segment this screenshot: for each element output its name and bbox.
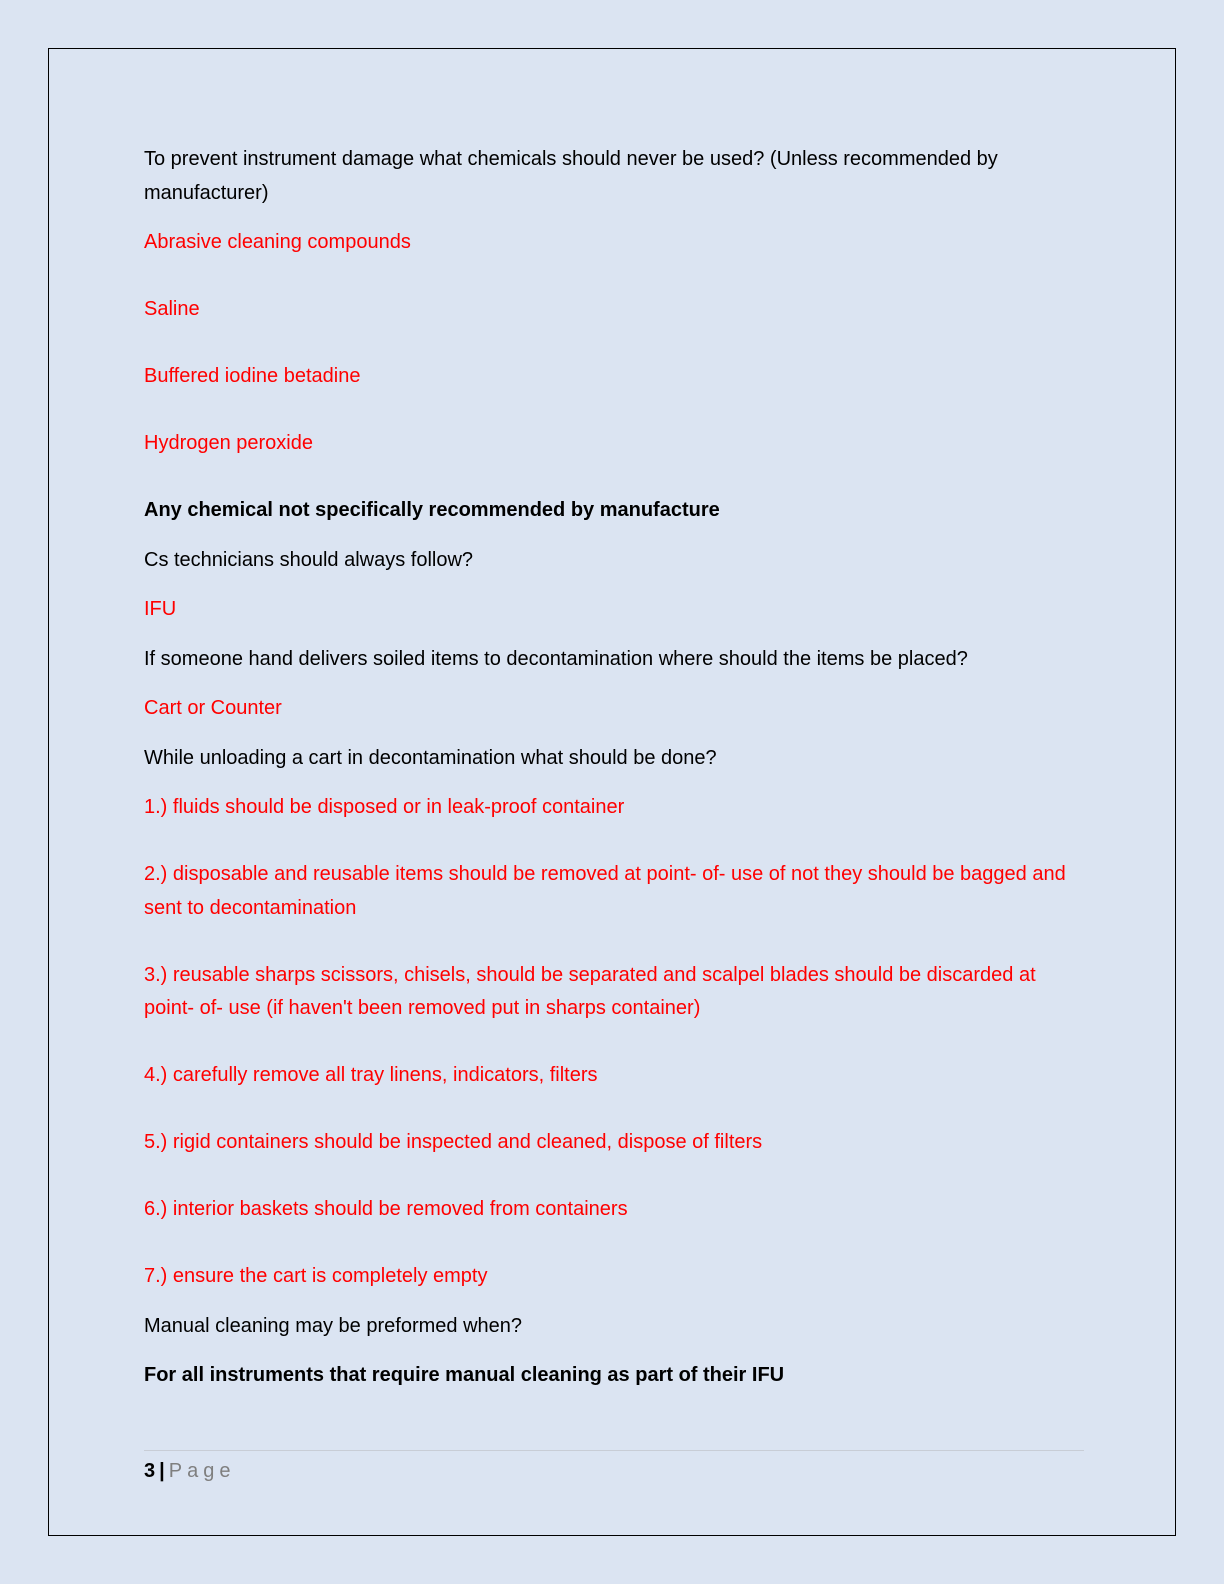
answer-abrasive: Abrasive cleaning compounds	[144, 231, 411, 253]
page-label: Page	[168, 1460, 236, 1482]
answer-peroxide: Hydrogen peroxide	[144, 432, 313, 454]
step-6: 6.) interior baskets should be removed from containers	[144, 1198, 628, 1220]
answer-manual-cleaning: For all instruments that require manual cleaning as part of their IFU	[144, 1364, 785, 1386]
page-number: 3	[144, 1460, 156, 1482]
step-1: 1.) fluids should be disposed or in leak-proof container	[144, 796, 625, 818]
question-hand-delivers: If someone hand delivers soiled items to decontamination where should the items be placed?	[144, 647, 968, 670]
page-footer	[144, 1456, 235, 1486]
answer-iodine: Buffered iodine betadine	[144, 365, 361, 387]
question-unloading-cart: While unloading a cart in decontamination what should be done?	[144, 746, 717, 769]
footer-divider	[144, 1450, 1084, 1451]
answer-cart-counter: Cart or Counter	[144, 697, 282, 719]
step-5: 5.) rigid containers should be inspected and cleaned, dispose of filters	[144, 1131, 763, 1153]
question-manual-cleaning: Manual cleaning may be preformed when?	[144, 1314, 522, 1337]
answer-any-chemical: Any chemical not specifically recommended by manufacture	[144, 499, 720, 521]
step-4: 4.) carefully remove all tray linens, indicators, filters	[144, 1064, 598, 1086]
question-chemicals: To prevent instrument damage what chemicals should never be used? (Unless recommended by manufacturer)	[144, 148, 998, 204]
answer-saline: Saline	[144, 298, 200, 320]
footer-separator: |	[159, 1460, 165, 1482]
question-always-follow: Cs technicians should always follow?	[144, 548, 474, 571]
step-3: 3.) reusable sharps scissors, chisels, should be separated and scalpel blades should be discarded at point- of- use (if haven't been removed put in sharps container)	[144, 963, 1036, 1019]
answer-ifu: IFU	[144, 598, 177, 620]
document-body	[144, 143, 1084, 1409]
step-7: 7.) ensure the cart is completely empty	[144, 1265, 488, 1287]
step-2: 2.) disposable and reusable items should be removed at point- of- use of not they should be bagged and sent to decontamination	[144, 863, 1066, 919]
